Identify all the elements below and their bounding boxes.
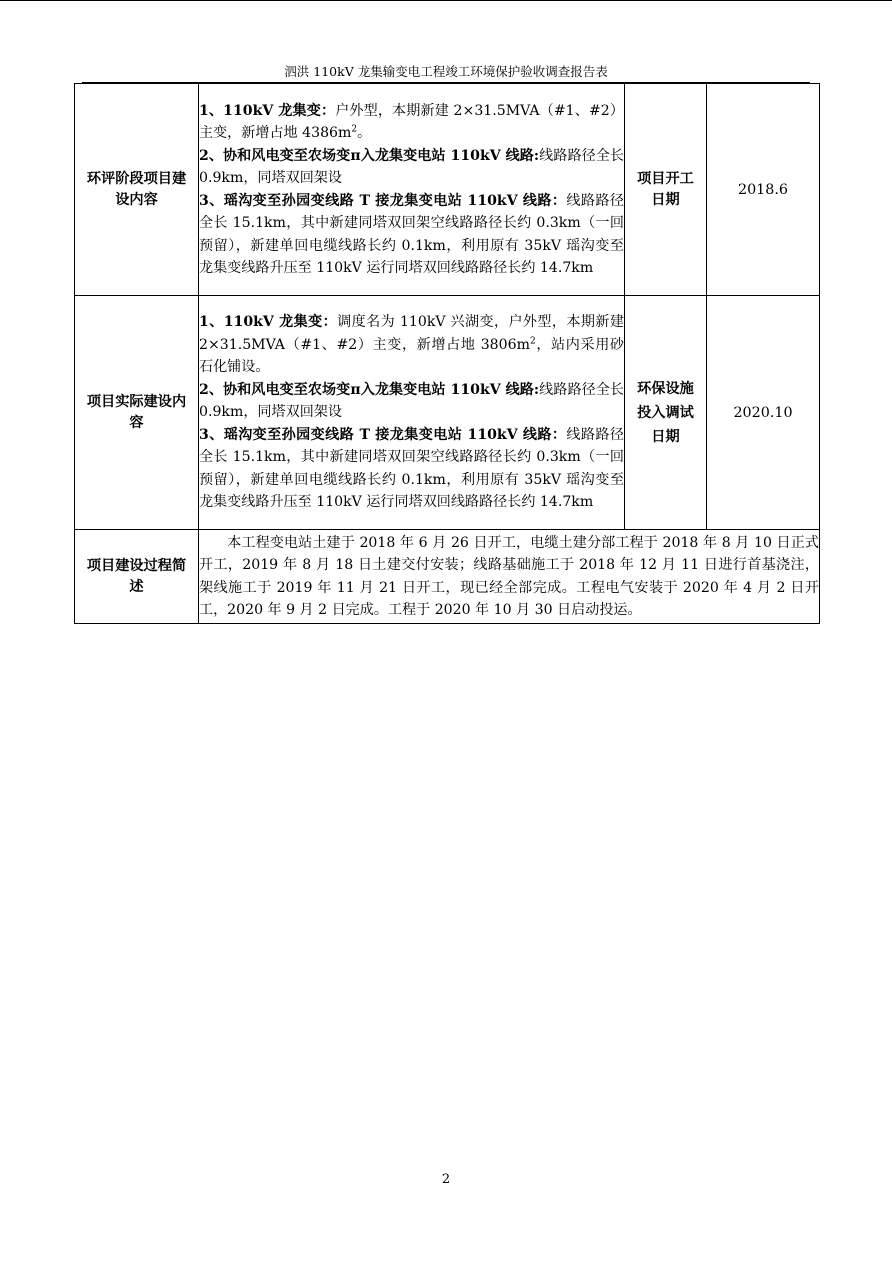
eia-content-cell [199,84,625,296]
eia-item-1: 1、110kV 龙集变：户外型，本期新建 2×31.5MVA（#1、#2）主变，新增占地 $4386m^2$。 [199,102,624,141]
actual-item-1: 1、110kV 龙集变：调度名为 110kV 兴湖变，户外型，本期新建 2×31.5MVA（#1、#2）主变，新增占地 $3806m^2$，站内采用砂石化铺设。 [199,314,625,376]
table-row-actual-content [75,296,820,530]
table-row-eia-content [75,84,820,296]
eia-item-3: 3、瑶沟变至孙园变线路 T 接龙集变电站 110kV 线路：线路路径全长 15.1km，其中新建同塔双回架空线路路径长约 0.3km（一回预留），新建单回电缆线路长约 0.1km，利用原有 35kV 瑶沟变至龙集变线路升压至 110kV 运行同塔双回线路路径长约 14.7km [199,192,624,276]
process-summary-text: 本工程变电站土建于 2018 年 6 月 26 日开工，电缆土建分部工程于 2018 年 8 月 10 日正式开工，2019 年 8 月 18 日土建交付安装；线路基础施工于 2018 年 12 月 11 日进行首基浇注，架线施工于 2019 年 11 月 21 日开工，现已经全部完成。工程电气安装于 2020 年 4 月 2 日开工，2020 年 9 月 2 日完成。工程于 2020 年 10 月 30 日启动投运。 [199,534,819,618]
start-date-label: 项目开工日期 [625,84,707,296]
actual-item-3: 3、瑶沟变至孙园变线路 T 接龙集变电站 110kV 线路：线路路径全长 15.1km，其中新建同塔双回架空线路路径长约 0.3km（一回预留），新建单回电缆线路长约 0.1km，利用原有 35kV 瑶沟变至龙集变线路升压至 110kV 运行同塔双回线路路径长约 14.7km [199,426,624,511]
actual-item-2: 2、协和风电变至农场变π入龙集变电站 110kV 线路:线路路径全长 0.9km，同塔双回架设 [199,381,624,421]
project-info-table [74,83,820,624]
actual-content-cell [199,296,625,530]
process-summary-cell [199,530,820,624]
top-border-line [0,0,892,1]
row-label-process: 项目建设过程简述 [75,530,199,624]
row-label-eia-content: 环评阶段项目建设内容 [75,84,199,296]
page-header-title: 泗洪 110kV 龙集输变电工程竣工环境保护验收调查报告表 [284,64,608,79]
table-row-process [75,530,820,624]
commissioning-date-value: 2020.10 [707,296,820,530]
row-label-actual-content: 项目实际建设内容 [75,296,199,530]
start-date-value: 2018.6 [707,84,820,296]
commissioning-date-label: 环保设施投入调试日期 [625,296,707,530]
eia-item-2: 2、协和风电变至农场变π入龙集变电站 110kV 线路:线路路径全长 0.9km，同塔双回架设 [199,147,624,186]
page-number: 2 [441,1172,451,1187]
